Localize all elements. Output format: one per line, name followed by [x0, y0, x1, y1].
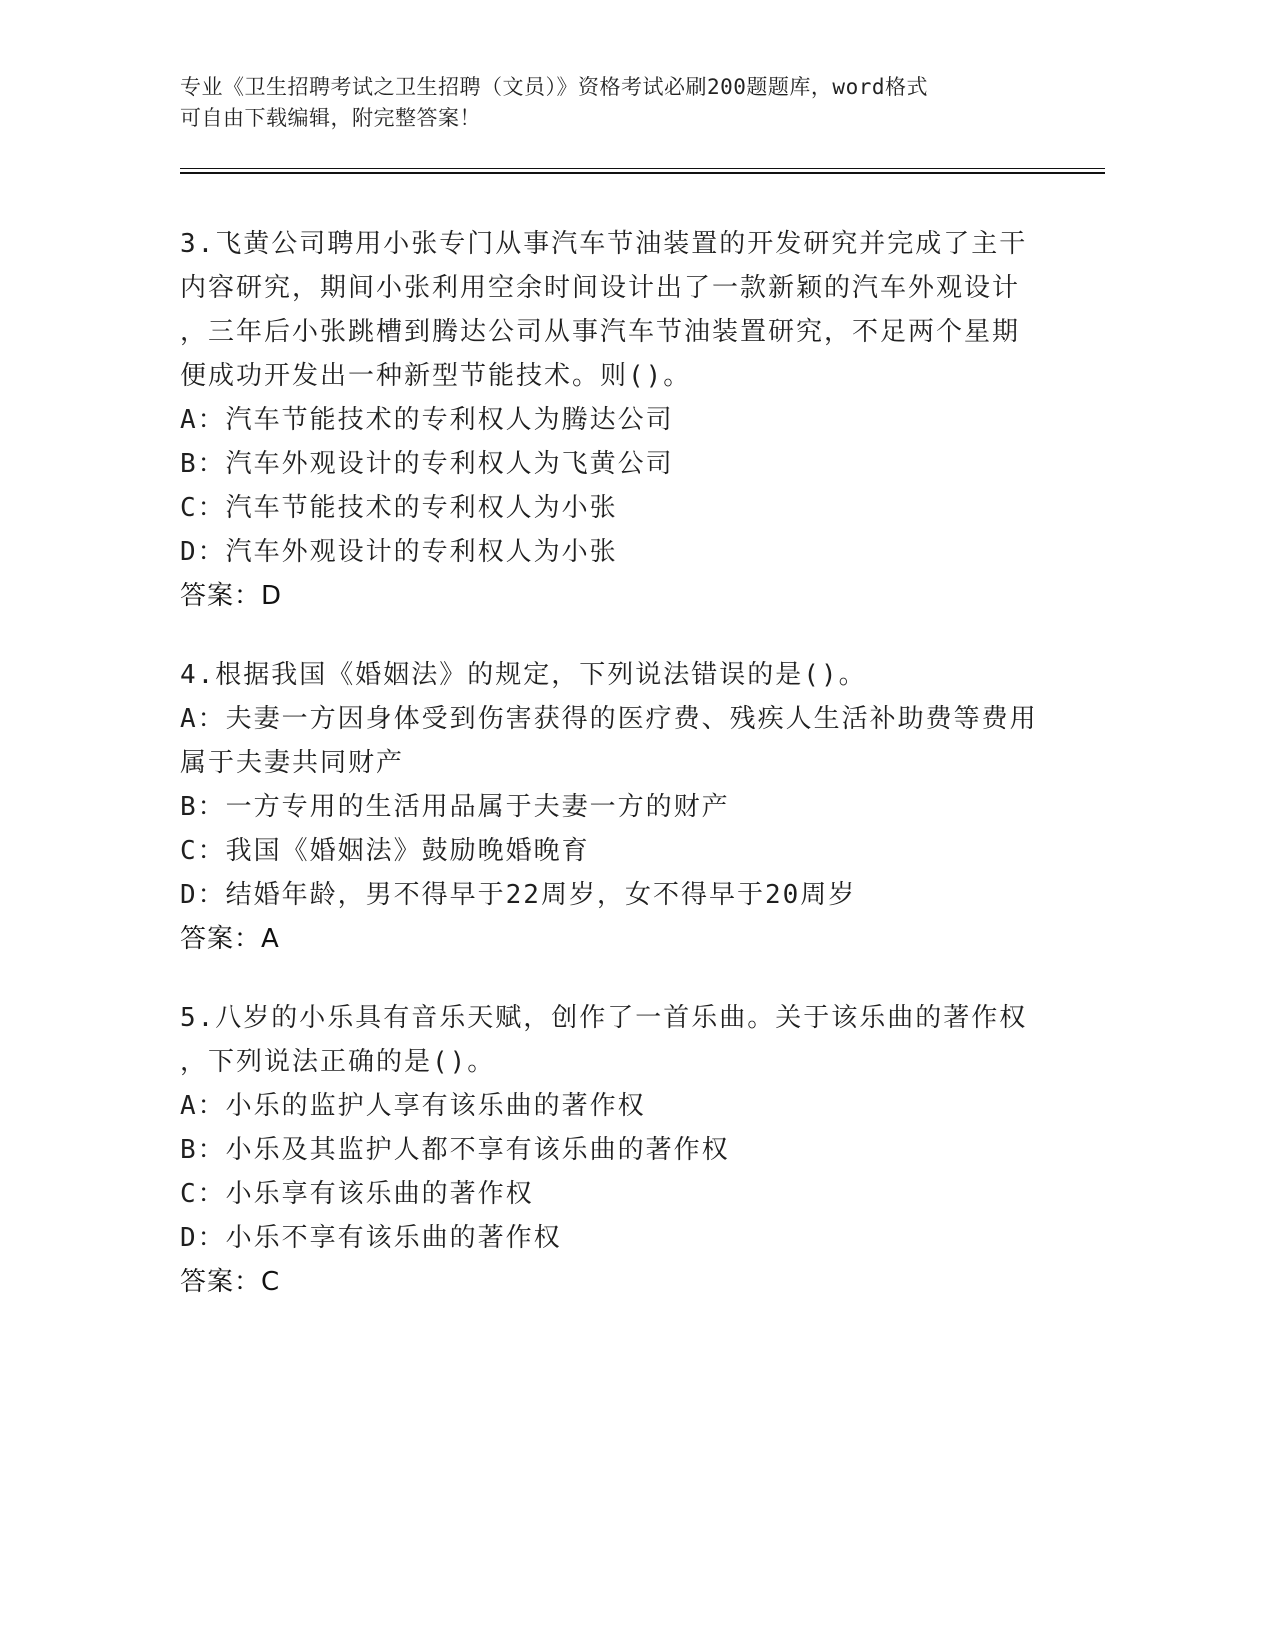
- option-a: A：小乐的监护人享有该乐曲的著作权: [180, 1091, 646, 1121]
- document-header: [180, 72, 1040, 134]
- option-c: C：汽车节能技术的专利权人为小张: [180, 493, 618, 523]
- question-3: [180, 222, 1040, 618]
- question-stem-line: ，三年后小张跳槽到腾达公司从事汽车节油装置研究，不足两个星期: [180, 317, 1021, 347]
- option-b: B：小乐及其监护人都不享有该乐曲的著作权: [180, 1135, 730, 1165]
- option-d: D：小乐不享有该乐曲的著作权: [180, 1223, 562, 1253]
- option-b: B：一方专用的生活用品属于夫妻一方的财产: [180, 792, 730, 822]
- question-stem-line: 5.八岁的小乐具有音乐天赋，创作了一首乐曲。关于该乐曲的著作权: [180, 1003, 1028, 1033]
- question-stem-line: ，下列说法正确的是()。: [180, 1047, 496, 1077]
- answer-label: 答案：A: [180, 924, 280, 954]
- option-d: D：结婚年龄，男不得早于22周岁，女不得早于20周岁: [180, 880, 857, 910]
- header-line-1: 专业《卫生招聘考试之卫生招聘（文员）》资格考试必刷200题题库，word格式: [180, 75, 928, 99]
- header-line-2: 可自由下载编辑，附完整答案！: [180, 106, 481, 130]
- question-stem-line: 4.根据我国《婚姻法》的规定，下列说法错误的是()。: [180, 660, 867, 690]
- header-divider-bottom: [180, 172, 1105, 174]
- option-a: A：夫妻一方因身体受到伤害获得的医疗费、残疾人生活补助费等费用: [180, 704, 1038, 734]
- answer-label: 答案：C: [180, 1267, 281, 1297]
- option-d: D：汽车外观设计的专利权人为小张: [180, 537, 618, 567]
- option-b: B：汽车外观设计的专利权人为飞黄公司: [180, 449, 674, 479]
- header-divider-top: [180, 168, 1105, 169]
- question-5: [180, 996, 1040, 1304]
- question-stem-line: 内容研究，期间小张利用空余时间设计出了一款新颖的汽车外观设计: [180, 273, 1021, 303]
- option-c: C：我国《婚姻法》鼓励晚婚晚育: [180, 836, 590, 866]
- option-a: A：汽车节能技术的专利权人为腾达公司: [180, 405, 674, 435]
- option-a-continued: 属于夫妻共同财产: [180, 748, 405, 778]
- question-stem-line: 便成功开发出一种新型节能技术。则()。: [180, 361, 692, 391]
- option-c: C：小乐享有该乐曲的著作权: [180, 1179, 534, 1209]
- question-list: [180, 222, 1040, 1339]
- answer-label: 答案：D: [180, 581, 283, 611]
- question-stem-line: 3.飞黄公司聘用小张专门从事汽车节油装置的开发研究并完成了主干: [180, 229, 1028, 259]
- question-4: [180, 653, 1040, 961]
